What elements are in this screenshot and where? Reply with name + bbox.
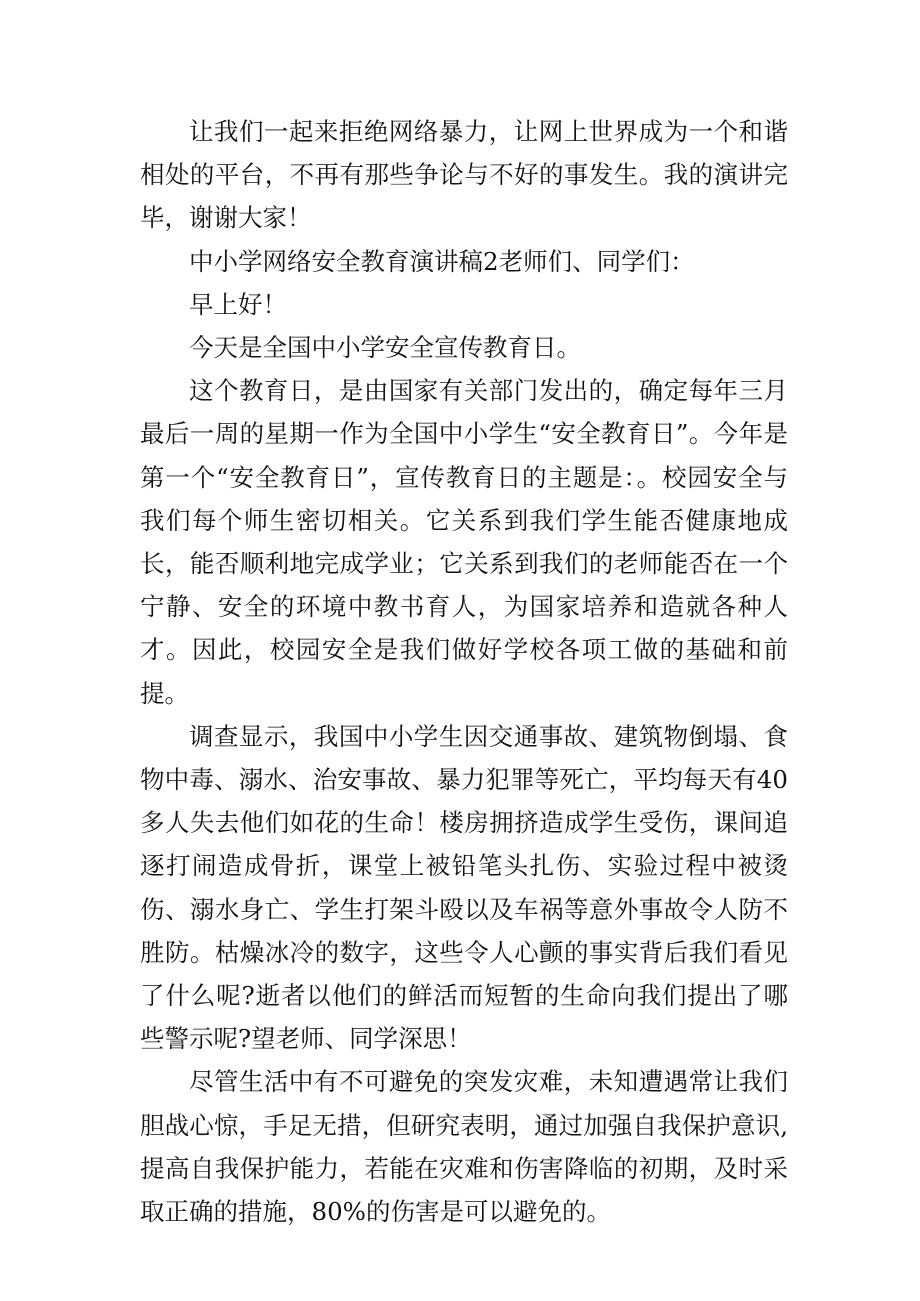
paragraph-greeting: 早上好！ [189,289,287,319]
paragraph-education-day: 这个教育日，是由国家有关部门发出的，确定每年三月最后一周的星期一作为全国中小学生“安全教育日”。今年是第一个“安全教育日”，宣传教育日的主题是：。校园安全与我们每个师生密切相关。它关系到我们学生能否健康地成长，能否顺利地完成学业；它关系到我们的老师能否在一个宁静、安全的环境中教书育人，为国家培养和造就各种人才。因此，校园安全是我们做好学校各项工做的基础和前提。 [140,376,788,708]
paragraph-closing: 让我们一起来拒绝网络暴力，让网上世界成为一个和谐相处的平台，不再有那些争论与不好的事发生。我的演讲完毕，谢谢大家！ [140,117,788,233]
paragraph-safety-day: 今天是全国中小学安全宣传教育日。 [189,333,581,363]
paragraph-speech-title: 中小学网络安全教育演讲稿2老师们、同学们： [189,246,695,276]
paragraph-survey: 调查显示，我国中小学生因交通事故、建筑物倒塌、食物中毒、溺水、治安事故、暴力犯罪等死亡，平均每天有40多人失去他们如花的生命！楼房拥挤造成学生受伤，课间追逐打闹造成骨折，课堂上被铅笔头扎伤、实验过程中被烫伤、溺水身亡、学生打架斗殴以及车祸等意外事故令人防不胜防。枯燥冰冷的数字，这些令人心颤的事实背后我们看见了什么呢?逝者以他们的鲜活而短暂的生命向我们提出了哪些警示呢?望老师、同学深思！ [140,721,788,1054]
document-body [140,110,788,1233]
paragraph-self-protection: 尽管生活中有不可避免的突发灾难，未知遭遇常让我们胆战心惊，手足无措，但研究表明，通过加强自我保护意识,提高自我保护能力，若能在灾难和伤害降临的初期，及时采取正确的措施，80%的伤害是可以避免的。 [140,1067,788,1227]
